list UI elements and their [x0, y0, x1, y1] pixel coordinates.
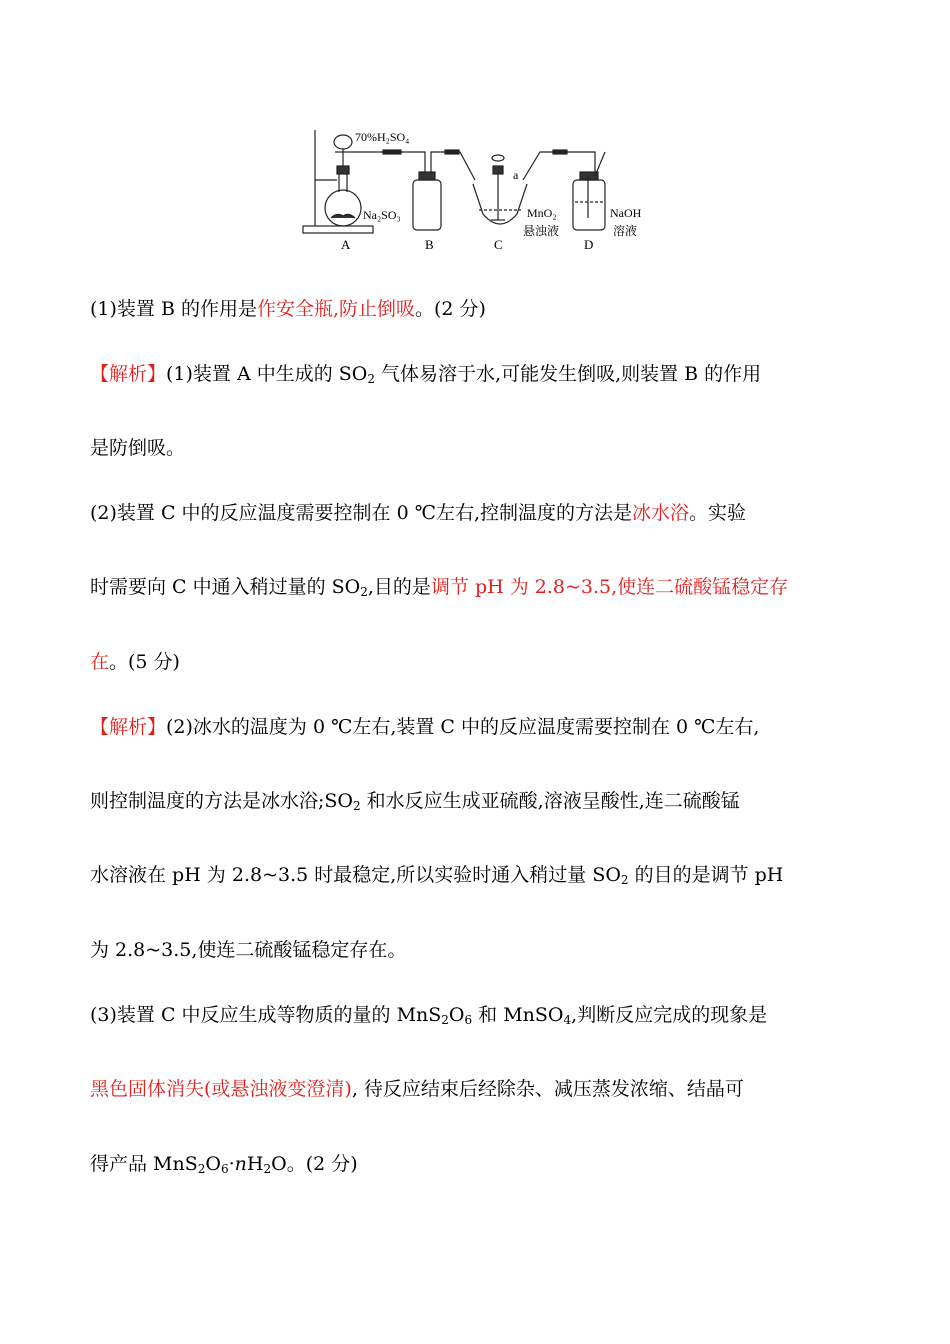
label-D: D [584, 237, 594, 252]
label-B: B [425, 237, 434, 252]
question-2-line-2: 时需要向 C 中通入稍过量的 $SO_2$,目的是调节 pH 为 2.8~3.5,使连二硫酸锰稳定存 [90, 576, 789, 599]
question-3-line-2: 黑色固体消失(或悬浊液变澄清), 待反应结束后经除杂、减压蒸发浓缩、结晶可 [90, 1078, 744, 1100]
analysis-2-line-3: 水溶液在 pH 为 2.8~3.5 时最稳定,所以实验时通入稍过量 $SO_2$ 的目的是调节 pH [90, 864, 784, 887]
funnel-bulb [334, 135, 352, 149]
bottle-b [413, 180, 441, 230]
answer-2b: 调节 pH 为 2.8~3.5,使连二硫酸锰稳定存 [430, 576, 789, 598]
answer-2a: 冰水浴 [632, 502, 690, 524]
question-3-line-1: (3)装置 C 中反应生成等物质的量的 $MnS_2O_6$ 和 MnSO$_4$,判断反应完成的现象是 [90, 1004, 768, 1027]
flask-c [473, 184, 527, 224]
flask-a [325, 190, 361, 226]
label-suspension: 悬浊液 [523, 224, 560, 238]
analysis-tag: 【解析】 [90, 716, 167, 738]
question-2-line-1: (2)装置 C 中的反应温度需要控制在 0 ℃左右,控制温度的方法是冰水浴。实验 [90, 502, 747, 524]
label-naoh: NaOH [610, 206, 642, 220]
analysis-tag: 【解析】 [90, 363, 167, 385]
question-3-line-3: 得产品 $MnS_2O_6\cdot nH_2O$。(2 分) [90, 1153, 358, 1176]
analysis-1-line-2: 是防倒吸。 [90, 437, 186, 459]
apparatus-diagram [295, 122, 665, 257]
analysis-2-line-1: 【解析】(2)冰水的温度为 0 ℃左右,装置 C 中的反应温度需要控制在 0 ℃左右, [90, 716, 760, 738]
label-A: A [341, 237, 351, 252]
label-C: C [494, 237, 503, 252]
label-solution: 溶液 [613, 224, 638, 238]
question-2-line-3: 在。(5 分) [90, 651, 180, 673]
label-mno2: MnO₂ [527, 206, 557, 220]
label-na2so3: Na₂SO₃ [363, 208, 401, 222]
question-1: (1)装置 B 的作用是作安全瓶,防止倒吸。(2 分) [90, 298, 486, 320]
label-a: a [513, 168, 519, 182]
analysis-1-line-1: 【解析】(1)装置 A 中生成的 $SO_2$ 气体易溶于水,可能发生倒吸,则装置 B 的作用 [90, 363, 762, 386]
bottle-d [573, 180, 605, 230]
analysis-2-line-4: 为 2.8~3.5,使连二硫酸锰稳定存在。 [90, 939, 407, 961]
answer-3: 黑色固体消失(或悬浊液变澄清) [90, 1078, 352, 1100]
answer-1: 作安全瓶,防止倒吸 [256, 298, 416, 320]
stand-base [303, 226, 373, 233]
analysis-2-line-2: 则控制温度的方法是冰水浴$;SO_2$ 和水反应生成亚硫酸,溶液呈酸性,连二硫酸锰 [90, 790, 740, 813]
label-acid: 70%H₂SO₄ [355, 130, 410, 144]
apparatus-figure [295, 122, 665, 257]
